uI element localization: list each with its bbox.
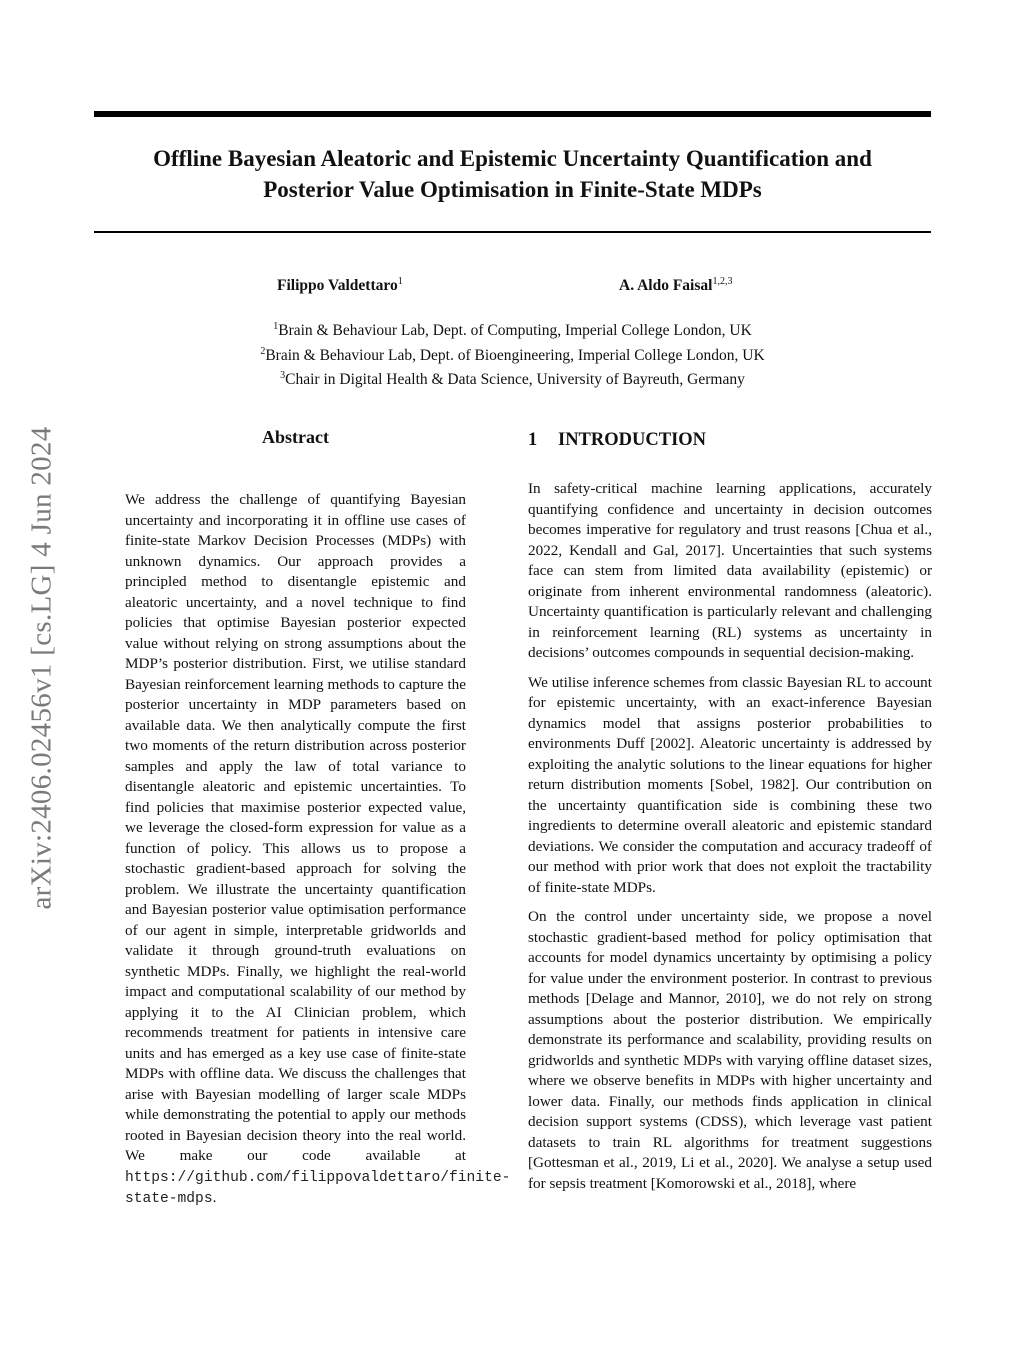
intro-paragraph-3: On the control under uncertainty side, we propose a novel stochastic gradient-based method for policy optimisation that accounts for model dynamics uncertainty by optimising a policy for value under the environment posterior. In contrast to previous methods [Delage and Mannor, 2010], we do not rely on strong assumptions about the posterior distribution. We empirically demonstrate its performance and scalability, providing results on gridworlds and synthetic MDPs with varying offline dataset sizes, where we observe benefits in MDPs with higher uncertainty and lower data. Finally, our methods finds application in clinical decision support systems (CDSS), which leverage vast patient datasets to train RL algorithms for treatment suggestions [Gottesman et al., 2019, Li et al., 2020]. We analyse a setup used for sepsis treatment [Komorowski et al., 2018], where (528, 908, 932, 1192)
author-1-affil-marks: 1 (397, 276, 403, 287)
affiliation-1-mark: 1 (273, 321, 279, 332)
abstract-end-punct: . (212, 1189, 217, 1206)
affiliations (94, 317, 931, 391)
affiliation-2-mark: 2 (260, 345, 266, 357)
section-heading-introduction (528, 430, 933, 451)
title-bottom-rule (94, 231, 931, 233)
affiliation-3-mark: 3 (280, 370, 286, 382)
section-title: INTRODUCTION (558, 430, 707, 450)
author-2 (619, 276, 732, 295)
abstract-body (125, 490, 511, 1210)
author-1-name: Filippo Valdettaro (277, 277, 398, 295)
title-line-2: Posterior Value Optimisation in Finite-State MDPs (263, 177, 762, 202)
affiliation-2 (94, 342, 931, 367)
arxiv-stamp: arXiv:2406.02456v1 [cs.LG] 4 Jun 2024 (25, 426, 58, 910)
author-2-affil-marks: 1,2,3 (712, 276, 733, 287)
affiliation-1 (94, 317, 931, 342)
abstract-heading: Abstract (262, 427, 329, 447)
abstract-text: We address the challenge of quantifying Bayesian uncertainty and incorporating it in offline use cases of finite-state Markov Decision Processes (MDPs) with unknown dynamics. Our approach provides a principled method to disentangle epistemic and aleatoric uncertainty, and a novel technique to find policies that optimise Bayesian posterior expected value without relying on strong assumptions about the MDP’s posterior distribution. First, we utilise standard Bayesian reinforcement learning methods to capture the posterior uncertainty in MDP parameters based on available data. We then analytically compute the first two moments of the return distribution across posterior samples and apply the law of total variance to disentangle aleatoric and epistemic uncertainties. To find policies that maximise posterior expected value, we leverage the closed-form expression for value as a function of policy. This allows us to propose a stochastic gradient-based approach for solving the problem. We illustrate the uncertainty quantification and Bayesian posterior value optimisation performance of our agent in simple, interpretable gridworlds and validate it through ground-truth evaluations on synthetic MDPs. Finally, we highlight the real-world impact and computational scalability of our method by applying it to the AI Clinician problem, which recommends treatment for patients in intensive care units and has emerged as a key use case of finite-state MDPs with offline data. We discuss the challenges that arise with Bayesian modelling of larger scale MDPs while demonstrating the potential to apply our methods rooted in Bayesian decision theory into the real world. We make our code available at (125, 491, 466, 1164)
section-number: 1 (528, 430, 538, 450)
affiliation-2-text: Brain & Behaviour Lab, Dept. of Bioengineering, Imperial College London, UK (265, 346, 765, 364)
affiliation-3 (94, 366, 931, 391)
affiliation-3-text: Chair in Digital Health & Data Science, University of Bayreuth, Germany (285, 371, 745, 389)
intro-paragraph-2: We utilise inference schemes from classic Bayesian RL to account for epistemic uncertainty, with an exact-inference Bayesian dynamics model that assigns posterior probabilities to environments Duff [2002]. Aleatoric uncertainty is addressed by exploiting the analytic solutions to the linear equations for higher return distribution moments [Sobel, 1982]. Our contribution on the uncertainty quantification side is combining these two ingredients to determine overall aleatoric and epistemic standard deviations. We consider the computation and accuracy tradeoff of our method with prior work that does not exploit the tractability of finite-state MDPs. (528, 673, 932, 896)
intro-paragraph-1: In safety-critical machine learning applications, accurately quantifying confidence and uncertainty in decision outcomes becomes imperative for regulatory and trust reasons [Chua et al., 2022, Kendall and Gal, 2017]. Uncertainties that such systems face can stem from limited data availability (epistemic) or originate from inherent environmental randomness (aleatoric). Uncertainty quantification is particularly relevant and challenging in reinforcement learning (RL) systems as uncertainty in decisions’ outcomes compounds in sequential decision-making. (528, 480, 932, 661)
code-link[interactable]: https://github.com/filippovaldettaro/finite-state-mdps (125, 1169, 511, 1207)
author-1 (277, 276, 403, 295)
title-line-1: Offline Bayesian Aleatoric and Epistemic Uncertainty Quantification and (153, 146, 872, 171)
paper-title (94, 143, 931, 205)
author-2-name: A. Aldo Faisal (619, 277, 713, 295)
top-rule (94, 111, 931, 117)
introduction-body (528, 479, 932, 1203)
affiliation-1-text: Brain & Behaviour Lab, Dept. of Computing, Imperial College London, UK (278, 322, 752, 340)
